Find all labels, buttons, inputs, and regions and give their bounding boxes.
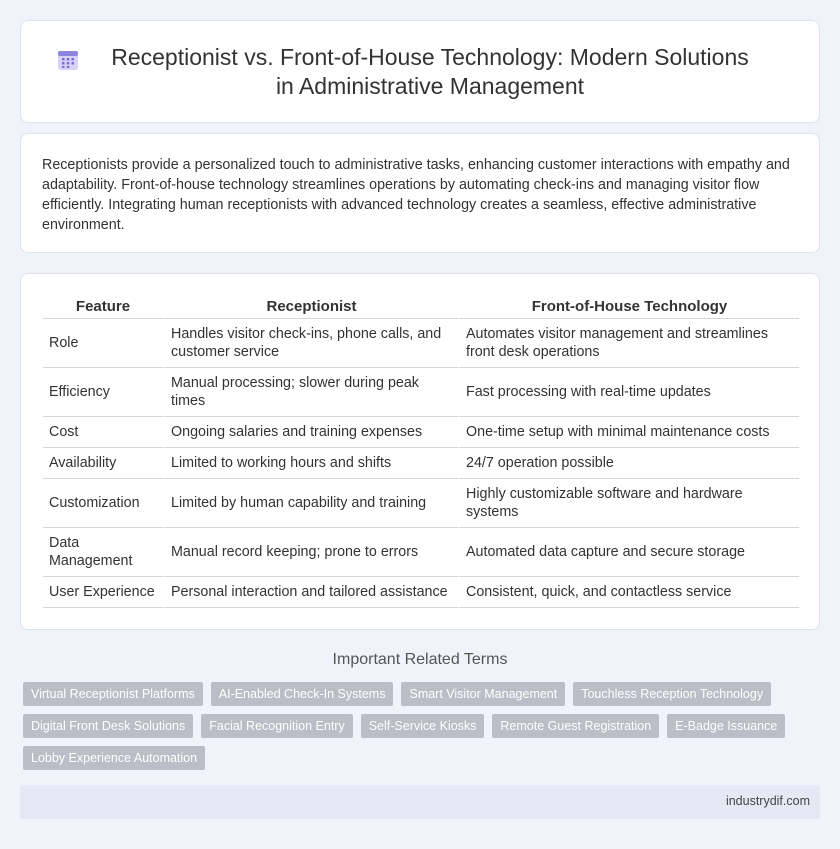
header-front-of-house-technology: Front-of-House Technology bbox=[458, 294, 799, 319]
feature-cell: Availability bbox=[43, 448, 163, 479]
technology-cell: Highly customizable software and hardware systems bbox=[458, 479, 799, 528]
table-header-row bbox=[43, 294, 799, 319]
receptionist-cell: Personal interaction and tailored assistance bbox=[163, 577, 458, 608]
technology-cell: Automates visitor management and streamlines front desk operations bbox=[458, 319, 799, 368]
related-terms-list bbox=[23, 682, 813, 770]
related-term-tag[interactable]: Smart Visitor Management bbox=[401, 682, 565, 706]
related-terms-heading: Important Related Terms bbox=[332, 651, 508, 668]
receptionist-cell: Manual processing; slower during peak times bbox=[163, 368, 458, 417]
comparison-card bbox=[20, 273, 820, 630]
technology-cell: Automated data capture and secure storage bbox=[458, 528, 799, 577]
table-row bbox=[43, 448, 799, 479]
technology-cell: Fast processing with real-time updates bbox=[458, 368, 799, 417]
related-term-tag[interactable]: Facial Recognition Entry bbox=[201, 714, 352, 738]
related-term-tag[interactable]: E-Badge Issuance bbox=[667, 714, 785, 738]
related-term-tag[interactable]: Lobby Experience Automation bbox=[23, 746, 205, 770]
table-row bbox=[43, 417, 799, 448]
related-term-tag[interactable]: Virtual Receptionist Platforms bbox=[23, 682, 203, 706]
comparison-table bbox=[43, 294, 799, 608]
receptionist-cell: Limited by human capability and training bbox=[163, 479, 458, 528]
table-row bbox=[43, 577, 799, 608]
receptionist-cell: Handles visitor check-ins, phone calls, and customer service bbox=[163, 319, 458, 368]
related-term-tag[interactable]: Digital Front Desk Solutions bbox=[23, 714, 193, 738]
receptionist-cell: Limited to working hours and shifts bbox=[163, 448, 458, 479]
page-title: Receptionist vs. Front-of-House Technology: Modern Solutions in Administrative Management bbox=[111, 43, 749, 99]
footer-site-link[interactable]: industrydif.com bbox=[725, 794, 810, 808]
feature-cell: Customization bbox=[43, 479, 163, 528]
feature-cell: Cost bbox=[43, 417, 163, 448]
feature-cell: User Experience bbox=[43, 577, 163, 608]
receptionist-cell: Ongoing salaries and training expenses bbox=[163, 417, 458, 448]
table-row bbox=[43, 479, 799, 528]
related-term-tag[interactable]: Remote Guest Registration bbox=[492, 714, 659, 738]
related-term-tag[interactable]: AI-Enabled Check-In Systems bbox=[211, 682, 394, 706]
table-row bbox=[43, 368, 799, 417]
technology-cell: 24/7 operation possible bbox=[458, 448, 799, 479]
feature-cell: Efficiency bbox=[43, 368, 163, 417]
table-row bbox=[43, 528, 799, 577]
title-card bbox=[20, 20, 820, 123]
table-row bbox=[43, 319, 799, 368]
technology-cell: Consistent, quick, and contactless service bbox=[458, 577, 799, 608]
feature-cell: Data Management bbox=[43, 528, 163, 577]
header-feature: Feature bbox=[43, 294, 163, 319]
related-term-tag[interactable]: Self-Service Kiosks bbox=[361, 714, 485, 738]
intro-card bbox=[20, 133, 820, 253]
feature-cell: Role bbox=[43, 319, 163, 368]
intro-paragraph: Receptionists provide a personalized touch to administrative tasks, enhancing customer interactions with empathy and adaptability. Front-of-house technology streamlines operations by automating check-ins and managing visitor flow efficiently. Integrating human receptionists with advanced technology creates a seamless, effective administrative environment. bbox=[42, 157, 790, 233]
related-term-tag[interactable]: Touchless Reception Technology bbox=[573, 682, 771, 706]
header-receptionist: Receptionist bbox=[163, 294, 458, 319]
footer bbox=[20, 785, 820, 819]
technology-cell: One-time setup with minimal maintenance costs bbox=[458, 417, 799, 448]
receptionist-cell: Manual record keeping; prone to errors bbox=[163, 528, 458, 577]
